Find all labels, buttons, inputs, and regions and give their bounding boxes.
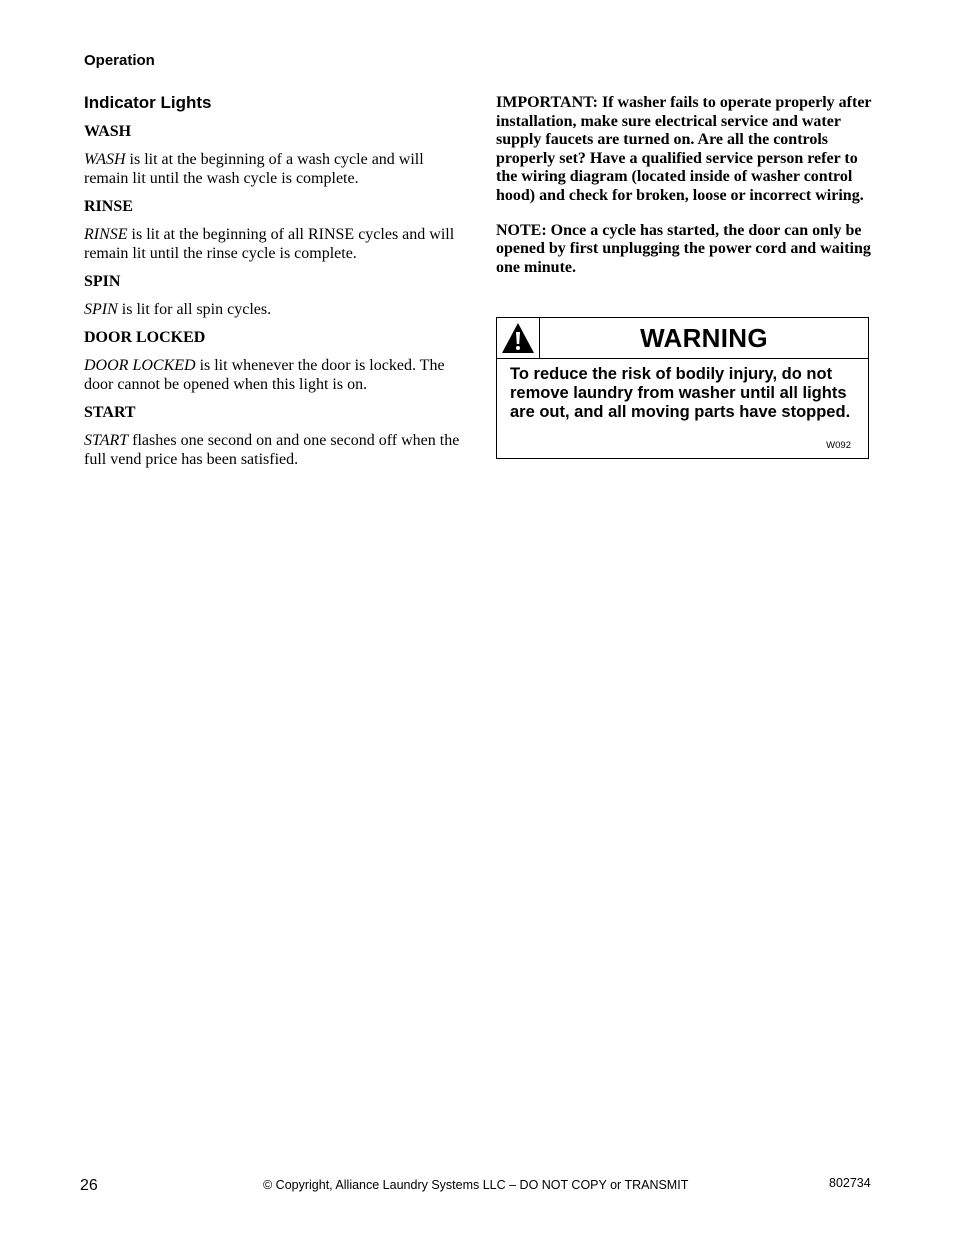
rinse-text: is lit at the beginning of all RINSE cycles and will remain lit until the rinse cycle is complete. bbox=[84, 226, 455, 262]
important-note: IMPORTANT: If washer fails to operate properly after installation, make sure electrical service and water supply faucets are turned on. Are all the controls properly set? Have a qualified service person refer to the wiring diagram (located inside of washer control hood) and check for broken, loose or incorrect wiring. bbox=[496, 94, 872, 204]
door-locked-text: is lit whenever the door is locked. The door cannot be opened when this light is on. bbox=[84, 357, 445, 393]
spin-term: SPIN bbox=[84, 301, 118, 318]
section-title: Indicator Lights bbox=[84, 93, 212, 112]
notes-column bbox=[496, 94, 872, 293]
spin-text: is lit for all spin cycles. bbox=[117, 301, 272, 318]
start-term: START bbox=[84, 432, 129, 449]
copyright-notice: © Copyright, Alliance Laundry Systems LLC – DO NOT COPY or TRANSMIT bbox=[263, 1178, 689, 1192]
wash-heading: WASH bbox=[84, 123, 132, 140]
indicator-lights-section bbox=[84, 93, 464, 478]
start-description bbox=[84, 431, 464, 469]
rinse-term: RINSE bbox=[84, 226, 128, 243]
page-number: 26 bbox=[80, 1177, 98, 1194]
rinse-heading: RINSE bbox=[84, 198, 133, 215]
door-locked-heading: DOOR LOCKED bbox=[84, 329, 206, 346]
door-note: NOTE: Once a cycle has started, the door can only be opened by first unplugging the power cord and waiting one minute. bbox=[496, 221, 871, 276]
wash-text: is lit at the beginning of a wash cycle and will remain lit until the wash cycle is complete. bbox=[84, 151, 424, 187]
rinse-description bbox=[84, 225, 464, 263]
document-number: 802734 bbox=[829, 1176, 871, 1190]
start-heading: START bbox=[84, 404, 136, 421]
wash-description bbox=[84, 150, 464, 188]
warning-code: W092 bbox=[826, 440, 851, 451]
warning-box bbox=[496, 317, 869, 459]
warning-header bbox=[497, 318, 868, 359]
spin-heading: SPIN bbox=[84, 273, 121, 290]
wash-term: WASH bbox=[84, 151, 126, 168]
door-locked-description bbox=[84, 356, 464, 394]
warning-text: To reduce the risk of bodily injury, do not remove laundry from washer until all lights are out, and all moving parts have stopped. bbox=[510, 365, 851, 421]
door-locked-term: DOOR LOCKED bbox=[84, 357, 196, 374]
start-text: flashes one second on and one second off when the full vend price has been satisfied. bbox=[84, 432, 460, 468]
warning-triangle-icon bbox=[497, 318, 540, 358]
spin-description bbox=[84, 300, 464, 319]
section-header: Operation bbox=[84, 52, 155, 69]
warning-title: WARNING bbox=[640, 322, 768, 353]
